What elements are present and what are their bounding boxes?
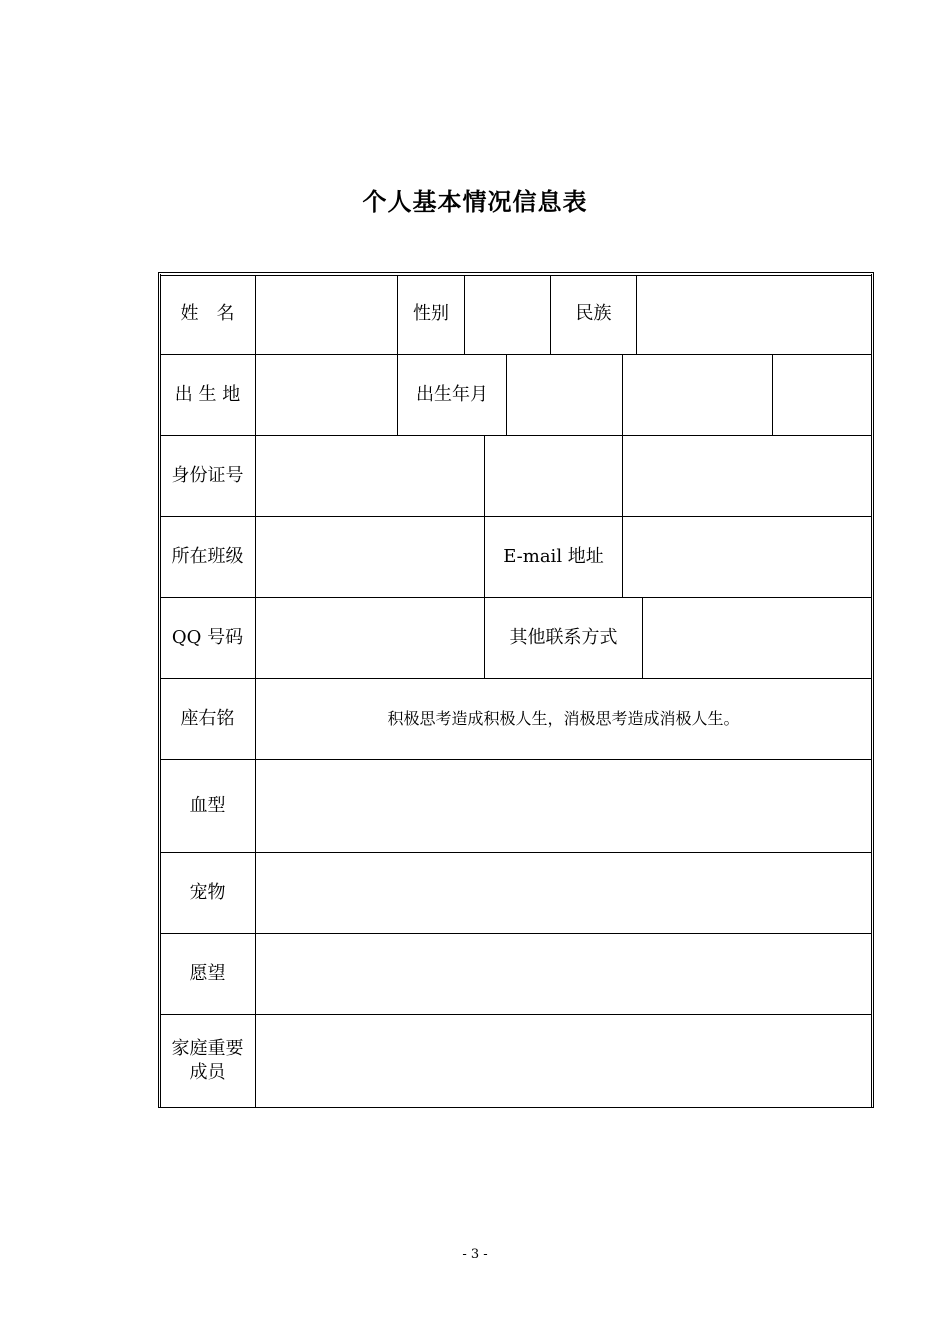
wish-label: 愿望 [189, 962, 226, 984]
motto-value[interactable]: 积极思考造成积极人生，消极思考造成消极人生。 [387, 709, 740, 729]
id-field[interactable] [256, 436, 484, 516]
pet-field[interactable] [256, 853, 871, 933]
gender-field[interactable] [465, 275, 550, 354]
table-border-inner-right [871, 274, 872, 1107]
blank-field[interactable] [623, 355, 772, 435]
birthdate-field[interactable] [507, 355, 622, 435]
birthplace-label: 出 生 地 [174, 383, 241, 405]
page-title: 个人基本情况信息表 [362, 188, 588, 216]
qq-field[interactable] [256, 598, 484, 678]
page-number: - 3 - [462, 1247, 488, 1262]
pet-label: 宠物 [189, 881, 226, 903]
blood-type-label: 血型 [189, 794, 226, 816]
ethnicity-label: 民族 [575, 303, 612, 325]
class-label: 所在班级 [171, 545, 244, 567]
name-label: 姓 名 [180, 303, 235, 325]
other-contact-field[interactable] [643, 598, 871, 678]
name-field[interactable] [256, 275, 397, 354]
birthdate-label: 出生年月 [416, 383, 488, 405]
other-contact-label: 其他联系方式 [509, 626, 618, 648]
email-label: E-mail 地址 [503, 545, 604, 567]
motto-label: 座右铭 [180, 707, 235, 729]
family-members-field[interactable] [256, 1015, 871, 1107]
birthplace-field[interactable] [256, 355, 397, 435]
blood-type-field[interactable] [256, 760, 871, 852]
gender-label: 性别 [413, 303, 449, 325]
blank-field[interactable] [623, 436, 871, 516]
ethnicity-field[interactable] [637, 275, 871, 354]
class-field[interactable] [256, 517, 484, 597]
family-members-label: 家庭重要成员 [171, 1037, 244, 1083]
blank-field[interactable] [485, 436, 622, 516]
wish-field[interactable] [256, 934, 871, 1014]
blank-field[interactable] [773, 355, 871, 435]
id-label: 身份证号 [171, 464, 244, 486]
email-field[interactable] [623, 517, 871, 597]
qq-label: QQ 号码 [171, 626, 244, 648]
